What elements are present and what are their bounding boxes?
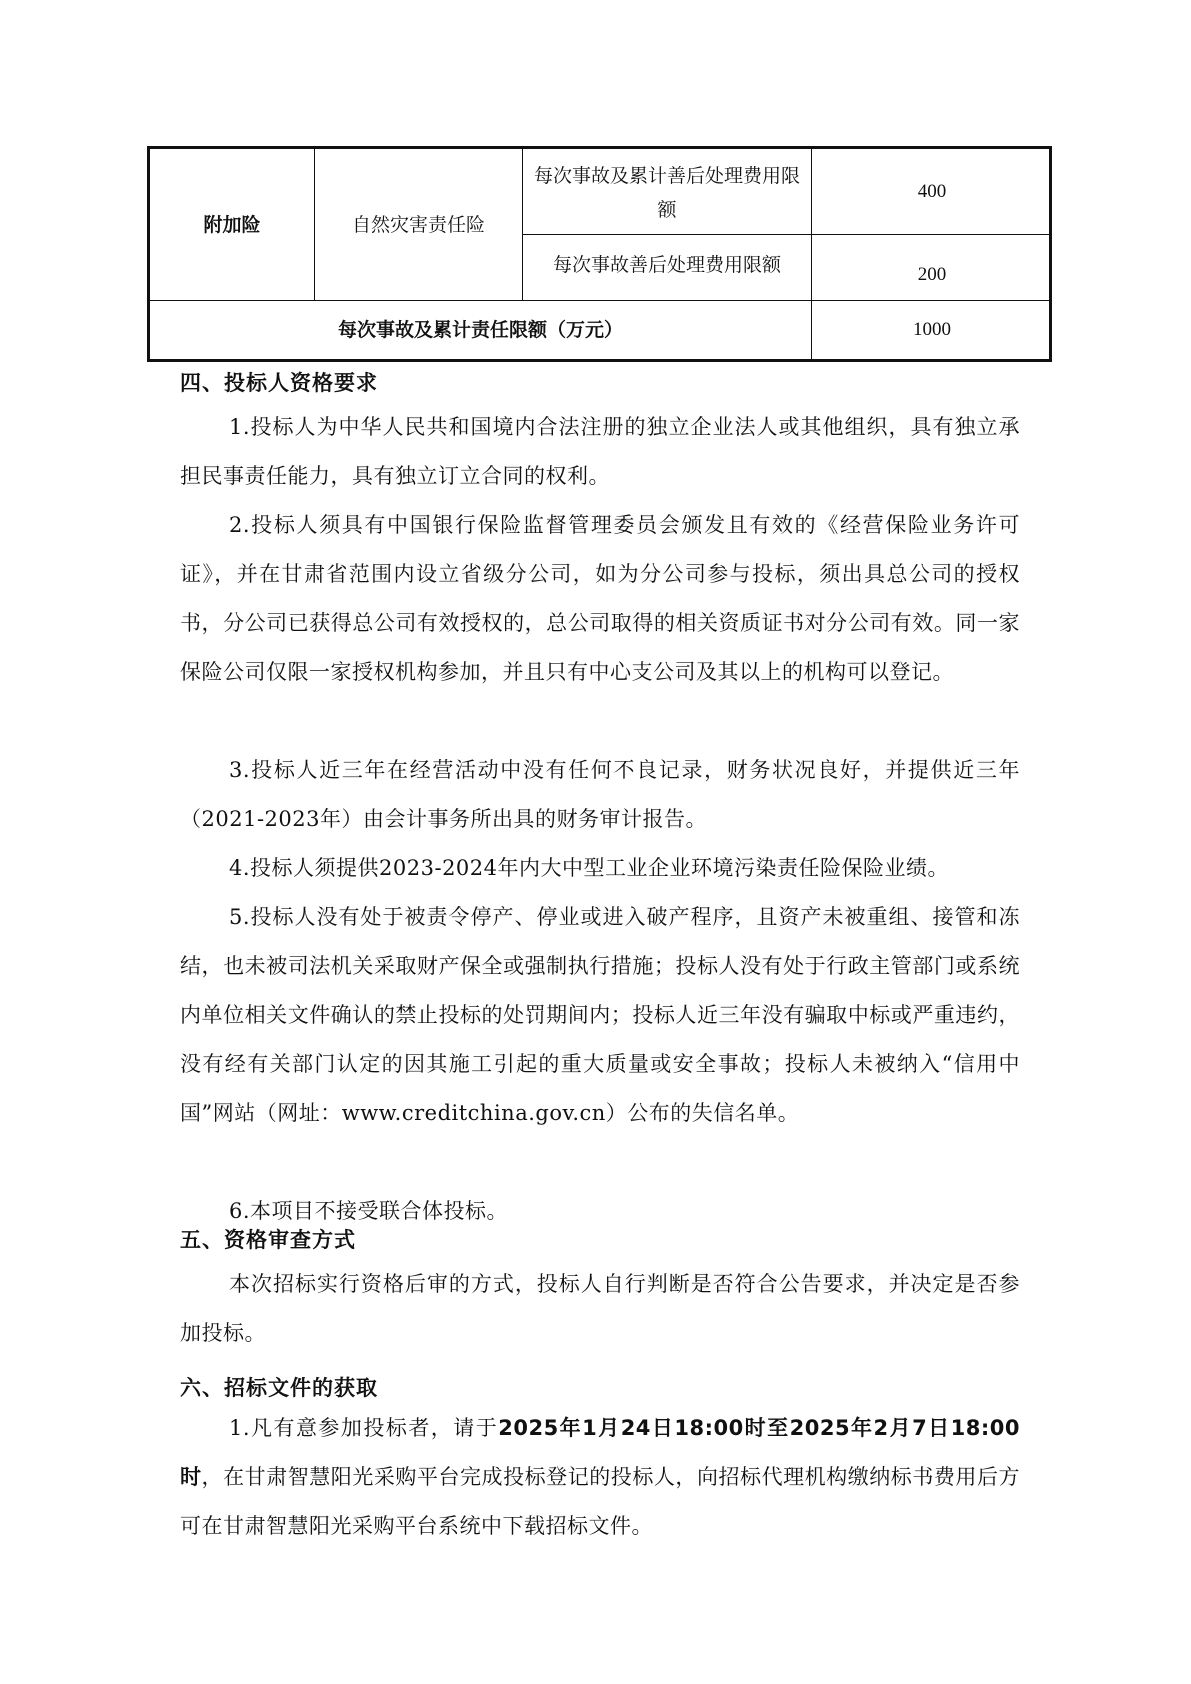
paragraph: 3.投标人近三年在经营活动中没有任何不良记录，财务状况良好，并提供近三年（2021-2023年）由会计事务所出具的财务审计报告。 [180, 758, 1020, 831]
paragraph: 4.投标人须提供2023-2024年内大中型工业企业环境污染责任险保险业绩。 [229, 856, 950, 880]
paragraph-text: 1.凡有意参加投标者，请于 [229, 1416, 499, 1440]
paragraph [180, 1404, 1020, 1551]
coverage-table [147, 146, 1052, 362]
table-item-cell: 自然灾害责任险 [351, 213, 485, 236]
table-row-value: 400 [917, 180, 947, 202]
table-total-label: 每次事故及累计责任限额（万元） [337, 319, 623, 341]
section-heading: 五、资格审查方式 [180, 1228, 356, 1252]
deadline-text: 2025年1月24日18:00时至2025年2月7日18:00时 [180, 1416, 1020, 1489]
section-heading: 四、投标人资格要求 [180, 371, 378, 395]
table-row-label: 每次事故善后处理费用限额 [552, 254, 781, 276]
section-heading: 六、招标文件的获取 [180, 1376, 378, 1400]
table-row-label: 每次事故及累计善后处理费用限额 [533, 165, 800, 221]
table-total-value: 1000 [913, 319, 951, 340]
table-row-value: 200 [917, 264, 947, 285]
table-category-cell: 附加险 [203, 213, 261, 236]
paragraph-text: ，在甘肃智慧阳光采购平台完成投标登记的投标人，向招标代理机构缴纳标书费用后方可在甘肃智慧阳光采购平台系统中下载招标文件。 [180, 1465, 1021, 1538]
paragraph: 1.投标人为中华人民共和国境内合法注册的独立企业法人或其他组织，具有独立承担民事责任能力，具有独立订立合同的权利。 [180, 415, 1020, 488]
paragraph: 2.投标人须具有中国银行保险监督管理委员会颁发且有效的《经营保险业务许可证》，并在甘肃省范围内设立省级分公司，如为分公司参与投标，须出具总公司的授权书，分公司已获得总公司有效授权的，总公司取得的相关资质证书对分公司有效。同一家保险公司仅限一家授权机构参加，并且只有中心支公司及其以上的机构可以登记。 [180, 513, 1020, 684]
paragraph: 6.本项目不接受联合体投标。 [229, 1199, 509, 1223]
paragraph: 5.投标人没有处于被责令停产、停业或进入破产程序，且资产未被重组、接管和冻结，也未被司法机关采取财产保全或强制执行措施；投标人没有处于行政主管部门或系统内单位相关文件确认的禁止投标的处罚期间内；投标人近三年没有骗取中标或严重违约，没有经有关部门认定的因其施工引起的重大质量或安全事故；投标人未被纳入“信用中国”网站（网址：www.creditchina.gov.cn）公布的失信名单。 [180, 905, 1020, 1125]
paragraph: 本次招标实行资格后审的方式，投标人自行判断是否符合公告要求，并决定是否参加投标。 [180, 1272, 1020, 1345]
